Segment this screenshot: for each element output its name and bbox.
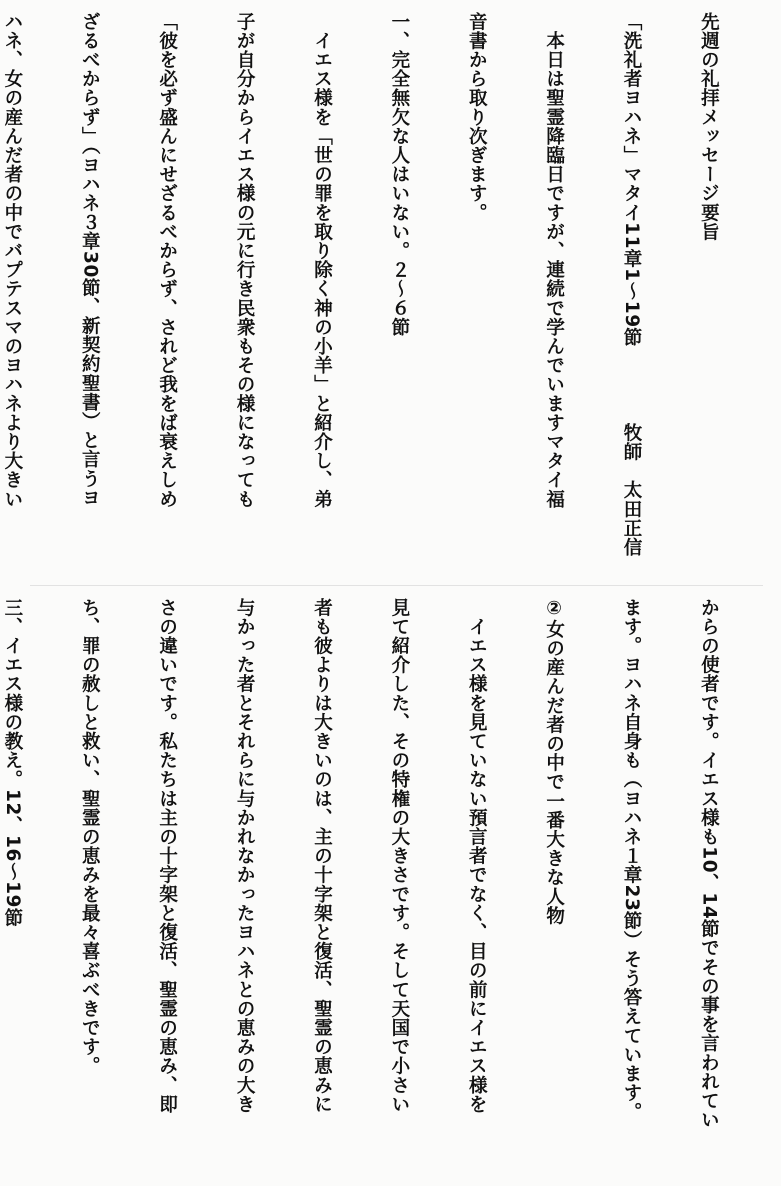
- text-line: ます。ヨハネ自身も（ヨハネ１章23節）そう答えています。: [621, 598, 643, 1122]
- text-line: 子が自分からイエス様の元に行き民衆もその様になっても: [234, 12, 256, 509]
- text-line: 「洗礼者ヨハネ」マタイ11章1〜19節 牧師 太田正信: [621, 12, 643, 557]
- section-title: 先週の礼拝メッセージ要旨: [698, 12, 720, 242]
- text-line: ざるべからず」（ヨハネ３章30節、新契約聖書）と言うヨ: [79, 12, 101, 508]
- text-line: からの使者です。イエス様も10、14節でその事を言われてい: [698, 598, 720, 1130]
- top-section: [3, 12, 773, 578]
- text-line: ②女の産んだ者の中で一番大きな人物: [543, 598, 565, 926]
- text-line: 者も彼よりは大きいのは、主の十字架と復活、聖霊の恵みに: [311, 598, 333, 1114]
- text-line: ち、罪の赦しと救い、聖霊の恵みを最々喜ぶべきです。: [79, 598, 101, 1076]
- text-line: さの違いです。私たちは主の十字架と復活、聖霊の恵み、即: [156, 598, 178, 1114]
- text-line: 与かった者とそれらに与かれなかったヨハネとの恵みの大き: [234, 598, 256, 1114]
- text-line: 一、完全無欠な人はいない。２〜６節: [388, 12, 410, 337]
- text-line: 見て紹介した、その特権の大きさです。そして天国で小さい: [388, 598, 410, 1114]
- text-line: 三、イエス様の教え。12、16〜19節: [1, 598, 23, 928]
- text-line: 音書から取り次ぎます。: [466, 12, 488, 223]
- bottom-section: [3, 598, 773, 1178]
- text-line: イエス様を「世の罪を取り除く神の小羊」と紹介し、弟: [311, 12, 333, 509]
- text-line: ハネ、女の産んだ者の中でバプテスマのヨハネより大きい: [1, 12, 23, 509]
- text-line: 「彼を必ず盛んにせざるべからず、されど我をば衰えしめ: [156, 12, 178, 509]
- section-divider: [30, 585, 763, 586]
- text-line: 本日は聖霊降臨日ですが、連続で学んでいますマタイ福: [543, 12, 565, 509]
- text-line: イエス様を見ていない預言者でなく、目の前にイエス様を: [466, 598, 488, 1114]
